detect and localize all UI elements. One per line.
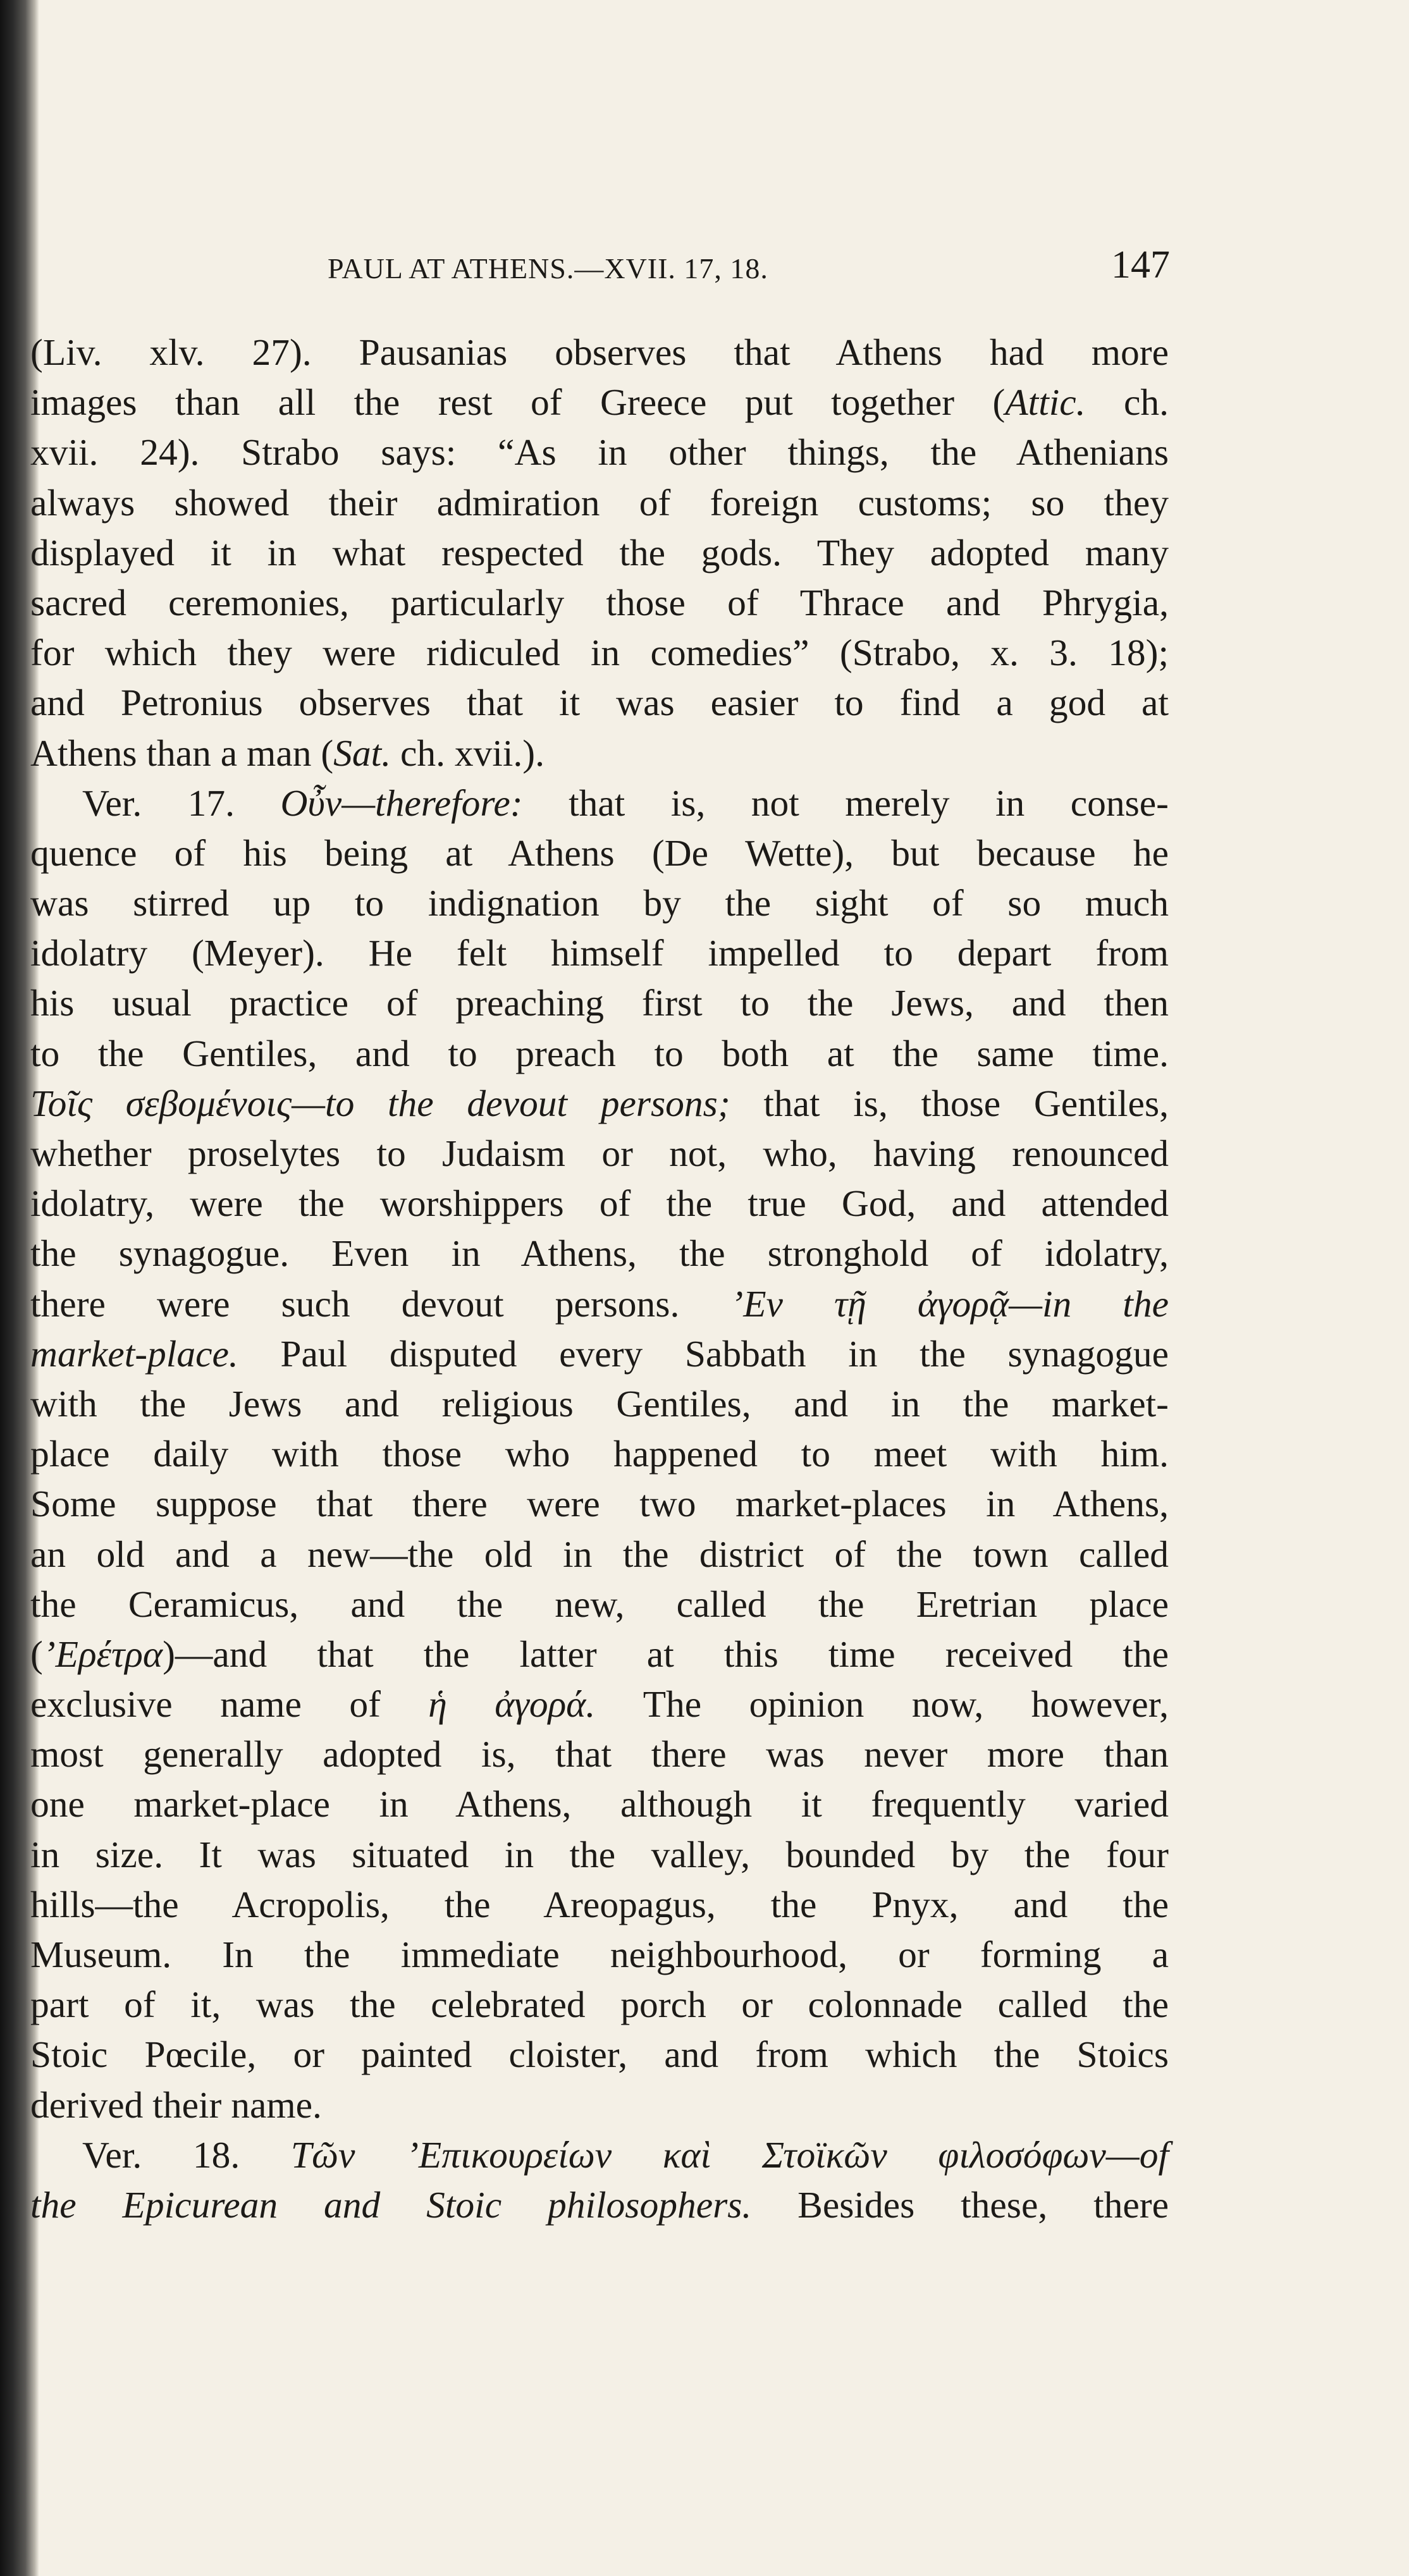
text-line bbox=[30, 1179, 1169, 1229]
italic-text: market-place. bbox=[30, 1332, 238, 1375]
book-page bbox=[30, 240, 1169, 2230]
text-line bbox=[30, 878, 1169, 928]
text-run: in size. It was situated in the valley, bounded by the four bbox=[30, 1833, 1169, 1875]
text-run: Some suppose that there were two market-places in Athens, bbox=[30, 1483, 1169, 1525]
text-line bbox=[30, 328, 1169, 377]
text-run: and Petronius observes that it was easier to find a god at bbox=[30, 682, 1169, 724]
text-run: )—and that the latter at this time received the bbox=[163, 1633, 1169, 1675]
text-run: idolatry, were the worshippers of the true God, and attended bbox=[30, 1182, 1169, 1225]
text-line bbox=[30, 2130, 1169, 2180]
text-line bbox=[30, 1029, 1169, 1079]
text-line bbox=[30, 678, 1169, 728]
text-line bbox=[30, 2080, 1169, 2130]
text-line bbox=[30, 1779, 1169, 1829]
text-run: Paul disputed every Sabbath in the synagogue bbox=[238, 1332, 1169, 1375]
text-line bbox=[30, 728, 1169, 778]
text-run: the synagogue. Even in Athens, the stronghold of idolatry, bbox=[30, 1232, 1169, 1275]
text-line bbox=[30, 2030, 1169, 2080]
text-line bbox=[30, 427, 1169, 477]
text-line bbox=[30, 1379, 1169, 1429]
text-line bbox=[30, 1980, 1169, 2030]
text-run: xvii. 24). Strabo says: “As in other things, the Athenians bbox=[30, 431, 1169, 474]
italic-text: Οὖν—therefore: bbox=[280, 782, 523, 824]
italic-text: Τοῖς σεβομένοις—to the devout persons; bbox=[30, 1082, 730, 1124]
text-run: that is, not merely in conse- bbox=[522, 782, 1169, 824]
text-run: an old and a new—the old in the district of the town called bbox=[30, 1533, 1169, 1575]
text-run: ch. xvii.). bbox=[391, 732, 545, 774]
text-run: most generally adopted is, that there was never more than bbox=[30, 1733, 1169, 1776]
text-line bbox=[30, 1279, 1169, 1329]
text-run: Besides these, there bbox=[751, 2183, 1169, 2226]
text-run: was stirred up to indignation by the sight of so much bbox=[30, 882, 1169, 924]
body-text bbox=[30, 328, 1169, 2230]
text-run: to the Gentiles, and to preach to both at the same time. bbox=[30, 1032, 1169, 1074]
text-line bbox=[30, 828, 1169, 878]
text-run: there were such devout persons. bbox=[30, 1282, 731, 1325]
text-line bbox=[30, 778, 1169, 828]
text-run: Ver. 17. bbox=[82, 782, 281, 824]
text-run: The opinion now, however, bbox=[595, 1683, 1169, 1726]
italic-text: ’Εν τῇ ἀγορᾷ—in the bbox=[730, 1282, 1169, 1325]
text-run: sacred ceremonies, particularly those of Thrace and Phrygia, bbox=[30, 581, 1169, 623]
text-run: whether proselytes to Judaism or not, who, having renounced bbox=[30, 1132, 1169, 1174]
text-line bbox=[30, 377, 1169, 427]
text-line bbox=[30, 1229, 1169, 1279]
running-title: PAUL AT ATHENS.—XVII. 17, 18. bbox=[328, 252, 768, 285]
italic-text: ’Ερέτρα bbox=[42, 1633, 163, 1675]
italic-text: Sat. bbox=[333, 732, 391, 774]
text-run: place daily with those who happened to meet with him. bbox=[30, 1433, 1169, 1475]
page-number: 147 bbox=[1111, 243, 1170, 286]
text-run: Museum. In the immediate neighbourhood, or forming a bbox=[30, 1934, 1169, 1975]
text-line bbox=[30, 928, 1169, 978]
text-run: (Liv. xlv. 27). Pausanias observes that Athens had more bbox=[30, 331, 1169, 373]
text-line bbox=[30, 478, 1169, 528]
text-run: idolatry (Meyer). He felt himself impelled to depart from bbox=[30, 932, 1169, 974]
text-line bbox=[30, 1830, 1169, 1880]
text-line bbox=[30, 2180, 1169, 2230]
italic-text: Attic. bbox=[1005, 381, 1086, 424]
text-run: his usual practice of preaching first to the Jews, and then bbox=[30, 982, 1169, 1024]
text-run: with the Jews and religious Gentiles, and in the market- bbox=[30, 1382, 1169, 1425]
italic-text: the Epicurean and Stoic philosophers. bbox=[30, 2183, 752, 2226]
text-run: derived their name. bbox=[30, 2083, 322, 2126]
text-run: images than all the rest of Greece put together ( bbox=[30, 381, 1006, 424]
text-run: Athens than a man ( bbox=[30, 732, 334, 774]
text-line bbox=[30, 1880, 1169, 1930]
text-line bbox=[30, 578, 1169, 628]
text-line bbox=[30, 628, 1169, 678]
running-head bbox=[30, 240, 1169, 291]
text-line bbox=[30, 1479, 1169, 1529]
text-line bbox=[30, 1729, 1169, 1779]
text-run: part of it, was the celebrated porch or colonnade called the bbox=[30, 1984, 1169, 2026]
text-run: that is, those Gentiles, bbox=[730, 1082, 1169, 1124]
text-line bbox=[30, 528, 1169, 578]
text-run: quence of his being at Athens (De Wette), but because he bbox=[30, 831, 1169, 874]
text-run: ch. bbox=[1085, 381, 1169, 424]
text-line bbox=[30, 1530, 1169, 1579]
text-run: exclusive name of bbox=[30, 1683, 429, 1726]
text-run: for which they were ridiculed in comedies” (Strabo, x. 3. 18); bbox=[30, 632, 1169, 674]
text-line bbox=[30, 1079, 1169, 1129]
text-run: one market-place in Athens, although it frequently varied bbox=[30, 1783, 1169, 1825]
italic-text: ἡ ἀγορά. bbox=[428, 1683, 596, 1726]
text-line bbox=[30, 1129, 1169, 1179]
text-line bbox=[30, 1429, 1169, 1479]
text-run: displayed it in what respected the gods. They adopted many bbox=[30, 531, 1169, 573]
text-line bbox=[30, 1579, 1169, 1629]
text-run: Stoic Pœcile, or painted cloister, and from which the Stoics bbox=[30, 2033, 1169, 2076]
text-line bbox=[30, 1629, 1169, 1679]
text-line bbox=[30, 978, 1169, 1028]
text-run: hills—the Acropolis, the Areopagus, the Pnyx, and the bbox=[30, 1883, 1169, 1925]
text-run: ( bbox=[30, 1633, 43, 1675]
text-line bbox=[30, 1930, 1169, 1980]
text-run: the Ceramicus, and the new, called the Eretrian place bbox=[30, 1583, 1169, 1625]
text-line bbox=[30, 1329, 1169, 1379]
italic-text: Τῶν ’Επικουρείων καὶ Στοϊκῶν φιλοσόφων—of bbox=[290, 2133, 1169, 2176]
text-line bbox=[30, 1679, 1169, 1729]
text-run: always showed their admiration of foreign customs; so they bbox=[30, 481, 1169, 524]
text-run: Ver. 18. bbox=[82, 2133, 291, 2176]
